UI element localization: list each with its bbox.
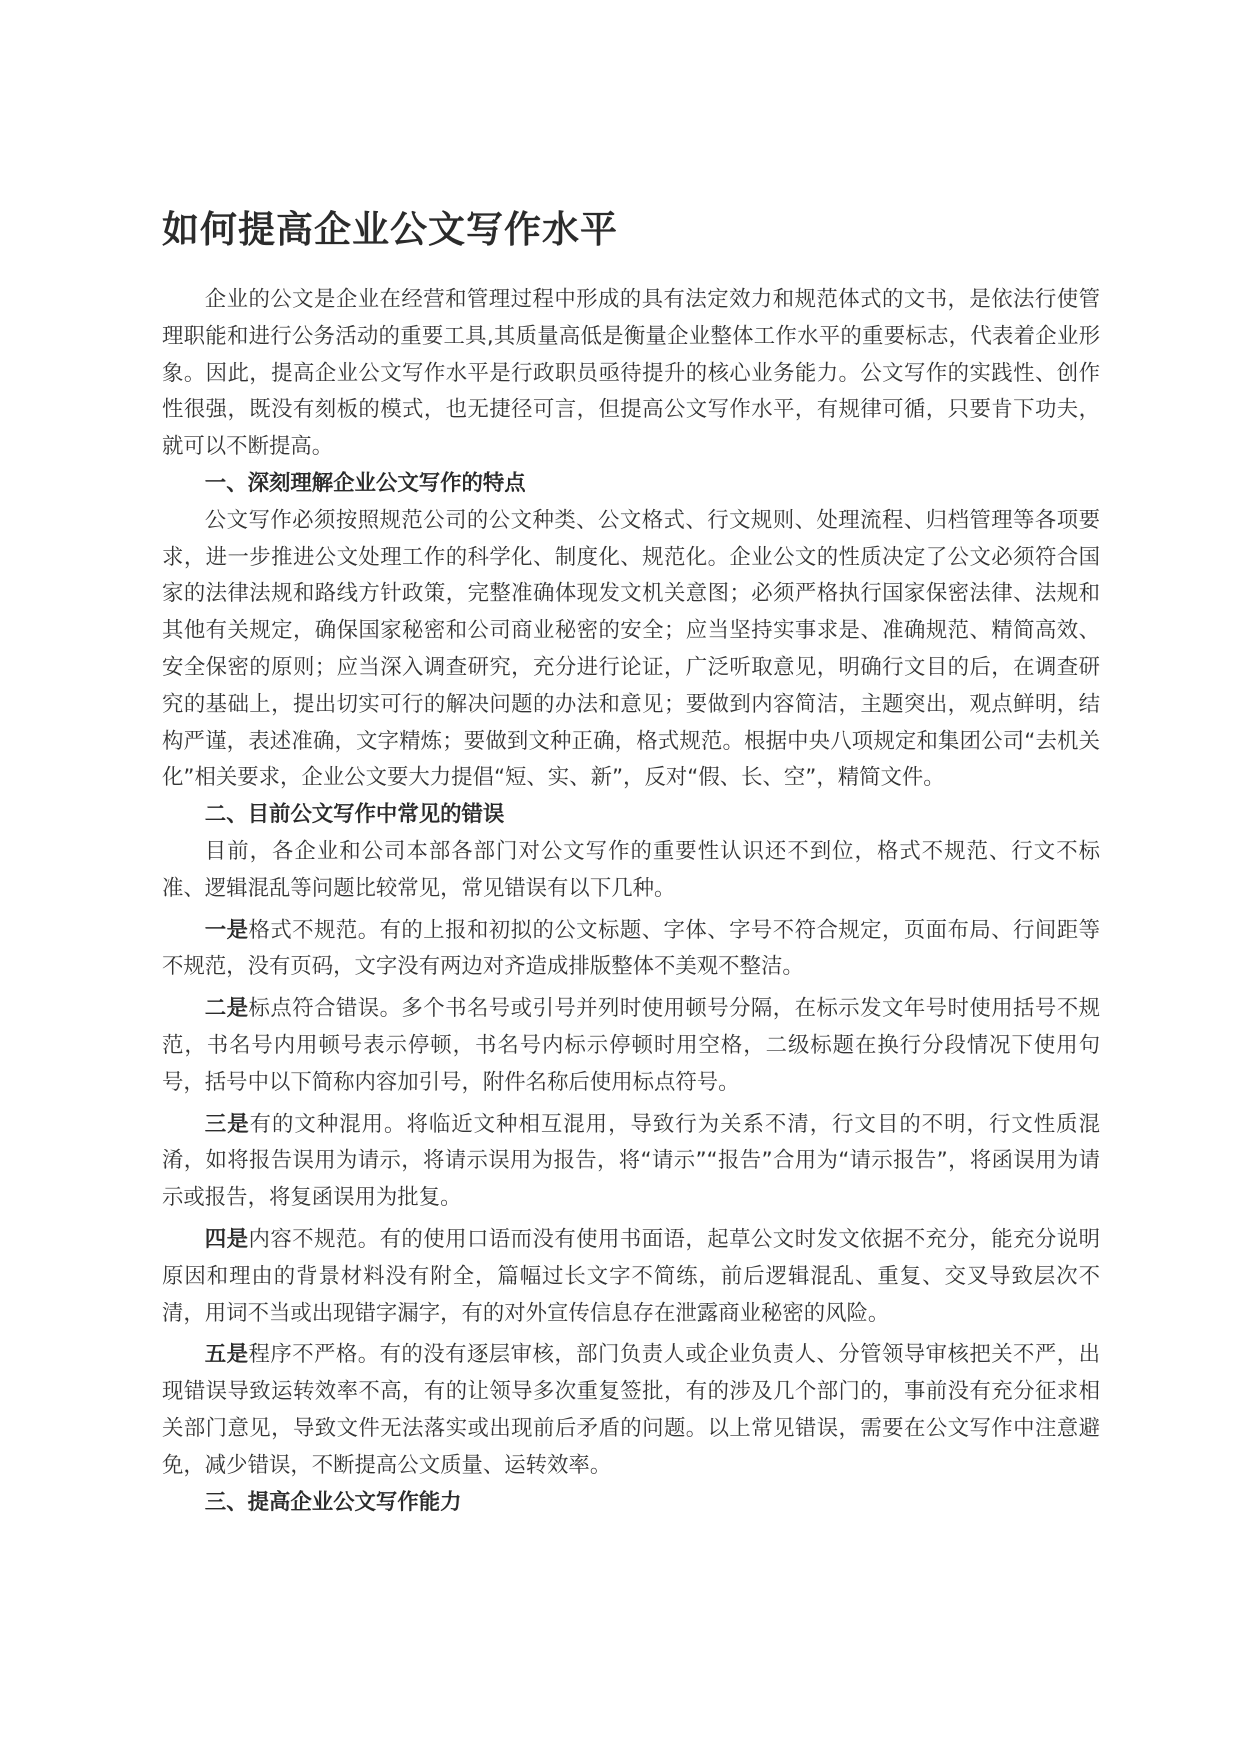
- section-1-heading: 一、深刻理解企业公文写作的特点: [204, 470, 526, 496]
- error-item-5-lead: 五是: [204, 1342, 249, 1368]
- section-3-heading: 三、提高企业公文写作能力: [204, 1489, 462, 1515]
- document-page: [162, 200, 1100, 1521]
- section-2-body: 目前，各企业和公司本部各部门对公文写作的重要性认识还不到位，格式不规范、行文不标准、逻辑混乱等问题比较常见，常见错误有以下几种。: [162, 838, 1100, 901]
- error-item-2: [162, 991, 1100, 1101]
- error-item-3: [162, 1107, 1100, 1217]
- error-item-1-lead: 一是: [204, 917, 249, 943]
- error-item-3-text: 有的文种混用。将临近文种相互混用，导致行为关系不清，行文目的不明，行文性质混淆，如将报告误用为请示，将请示误用为报告，将“请示”“报告”合用为“请示报告”，将函误用为请示或报告，将复函误用为批复。: [162, 1111, 1100, 1211]
- document-title: 如何提高企业公文写作水平: [162, 208, 618, 251]
- error-item-2-lead: 二是: [204, 996, 249, 1022]
- error-item-4-lead: 四是: [204, 1226, 249, 1252]
- error-item-1-text: 格式不规范。有的上报和初拟的公文标题、字体、字号不符合规定，页面布局、行间距等不规范，没有页码，文字没有两边对齐造成排版整体不美观不整洁。: [162, 917, 1100, 980]
- error-item-4-text: 内容不规范。有的使用口语而没有使用书面语，起草公文时发文依据不充分，能充分说明原因和理由的背景材料没有附全，篇幅过长文字不简练，前后逻辑混乱、重复、交叉导致层次不清，用词不当或出现错字漏字，有的对外宣传信息存在泄露商业秘密的风险。: [162, 1226, 1100, 1326]
- intro-paragraph: 企业的公文是企业在经营和管理过程中形成的具有法定效力和规范体式的文书，是依法行使管理职能和进行公务活动的重要工具,其质量高低是衡量企业整体工作水平的重要标志，代表着企业形象。因此，提高企业公文写作水平是行政职员亟待提升的核心业务能力。公文写作的实践性、创作性很强，既没有刻板的模式，也无捷径可言，但提高公文写作水平，有规律可循，只要肯下功夫，就可以不断提高。: [162, 287, 1100, 460]
- error-item-3-lead: 三是: [204, 1111, 250, 1137]
- error-item-5-text: 程序不严格。有的没有逐层审核，部门负责人或企业负责人、分管领导审核把关不严，出现错误导致运转效率不高，有的让领导多次重复签批，有的涉及几个部门的，事前没有充分征求相关部门意见，导致文件无法落实或出现前后矛盾的问题。以上常见错误，需要在公文写作中注意避免，减少错误，不断提高公文质量、运转效率。: [162, 1342, 1100, 1478]
- section-2-heading: 二、目前公文写作中常见的错误: [204, 802, 505, 828]
- error-item-2-text: 标点符合错误。多个书名号或引号并列时使用顿号分隔，在标示发文年号时使用括号不规范，书名号内用顿号表示停顿，书名号内标示停顿时用空格，二级标题在换行分段情况下使用句号，括号中以下简称内容加引号，附件名称后使用标点符号。: [162, 996, 1100, 1095]
- section-1-body: 公文写作必须按照规范公司的公文种类、公文格式、行文规则、处理流程、归档管理等各项要求，进一步推进公文处理工作的科学化、制度化、规范化。企业公文的性质决定了公文必须符合国家的法律法规和路线方针政策，完整准确体现发文机关意图；必须严格执行国家保密法律、法规和其他有关规定，确保国家秘密和公司商业秘密的安全；应当坚持实事求是、准确规范、精简高效、安全保密的原则；应当深入调查研究，充分进行论证，广泛听取意见，明确行文目的后，在调查研究的基础上，提出切实可行的解决问题的办法和意见；要做到内容简洁，主题突出，观点鲜明，结构严谨，表述准确，文字精炼；要做到文种正确，格式规范。根据中央八项规定和集团公司“去机关化”相关要求，企业公文要大力提倡“短、实、新”，反对“假、长、空”，精简文件。: [162, 507, 1100, 791]
- error-item-5: [162, 1337, 1100, 1484]
- error-item-1: [162, 913, 1100, 987]
- error-item-4: [162, 1222, 1100, 1332]
